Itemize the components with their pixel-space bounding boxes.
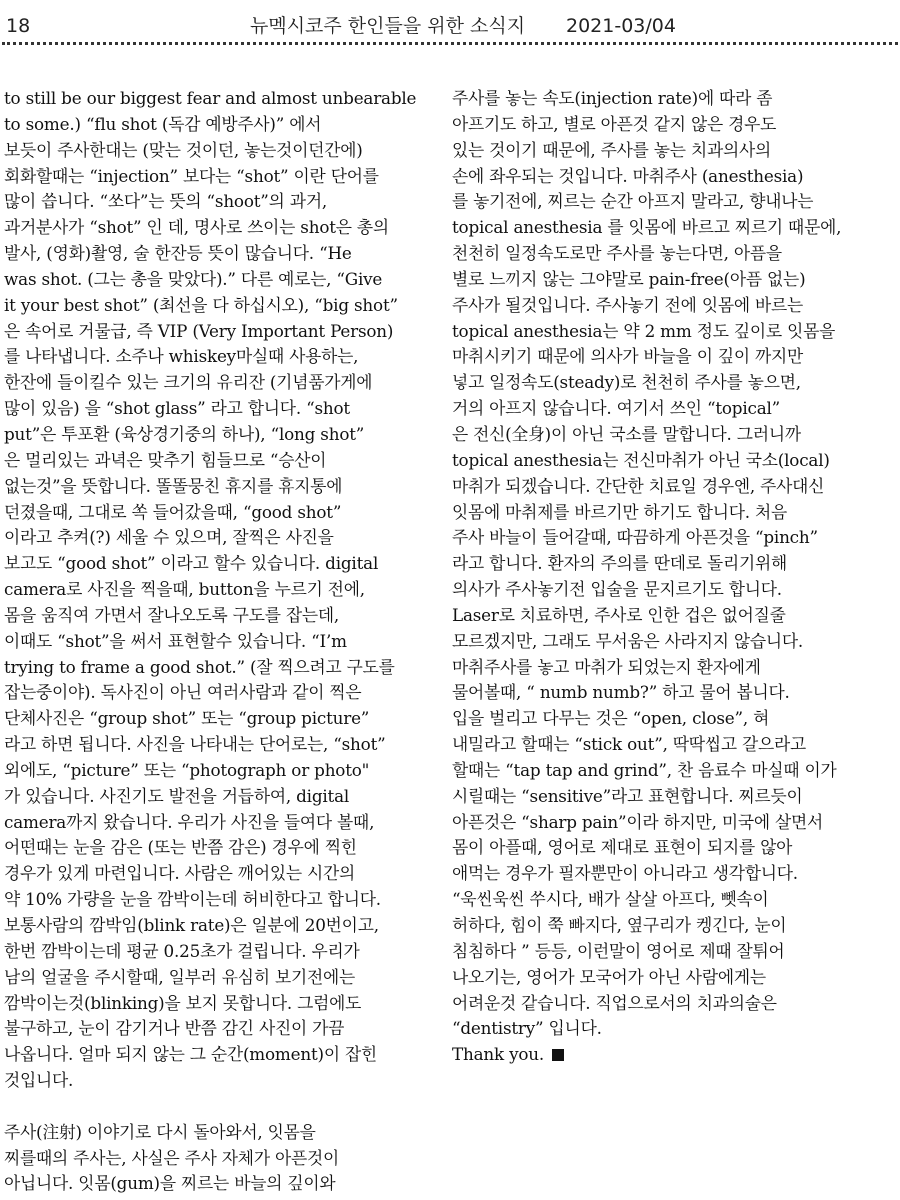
text-line: 은 멀리있는 과녁은 맞추기 힘들므로 “승산이 <box>4 449 327 470</box>
text-line: 주사(注射) 이야기로 다시 돌아와서, 잇몸을 <box>4 1121 316 1142</box>
text-line: 은 전신(全身)이 아닌 국소를 말합니다. 그러니까 <box>452 423 801 444</box>
text-line: 천천히 일정속도로만 주사를 놓는다면, 아픔을 <box>452 243 782 264</box>
text-line: 몸을 움직여 가면서 잘나오도록 구도를 잡는데, <box>4 604 340 625</box>
text-line: 어떤때는 눈을 감은 (또는 반쯤 감은) 경우에 찍힌 <box>4 837 357 858</box>
text-line: 잇몸에 마취제를 바르기만 하기도 합니다. 처음 <box>452 501 788 522</box>
end-of-article-square-icon <box>552 1049 564 1061</box>
text-line: 많이 있음) 을 “shot glass” 라고 합니다. “shot <box>4 398 350 419</box>
text-line: 시릴때는 “sensitive”라고 표현합니다. 찌르듯이 <box>452 785 803 806</box>
text-line: 거의 아프지 않습니다. 여기서 쓰인 “topical” <box>452 398 781 419</box>
text-line: 를 나타냅니다. 소주나 whiskey마실때 사용하는, <box>4 346 359 367</box>
text-line: 보통사람의 깜박임(blink rate)은 일분에 20번이고, <box>4 915 379 935</box>
page-number: 18 <box>6 15 31 37</box>
text-line: 물어볼때, “ numb numb?” 하고 물어 봅니다. <box>452 682 790 703</box>
text-line: 가 있습니다. 사진기도 발전을 거듭하여, digital <box>4 785 350 806</box>
text-line: 잡는중이야). 독사진이 아닌 여러사람과 같이 찍은 <box>4 682 362 703</box>
text-line: 은 속어로 거물급, 즉 VIP (Very Important Person) <box>4 320 394 341</box>
text-line: Thank you. <box>452 1042 900 1068</box>
text-line: 이라고 추켜(?) 세울 수 있으며, 잘찍은 사진을 <box>4 527 334 548</box>
text-line: 약 10% 가량을 눈을 깜박이는데 허비한다고 합니다. <box>4 889 381 910</box>
text-line: 발사, (영화)촬영, 술 한잔등 뜻이 많습니다. “He <box>4 243 352 264</box>
text-line: 한잔에 들이킬수 있는 크기의 유리잔 (기념품가게에 <box>4 372 373 393</box>
header-dotted-rule <box>2 42 898 45</box>
text-line: 의사가 주사놓기전 입술을 문지르기도 합니다. <box>452 579 782 600</box>
text-line: trying to frame a good shot.” (잘 찍으려고 구도를 <box>4 656 395 677</box>
text-line: 내밀라고 할때는 “stick out”, 딱딱씹고 갈으라고 <box>452 734 807 755</box>
text-line: 라고 합니다. 환자의 주의를 딴데로 돌리기위해 <box>452 553 788 574</box>
text-line: 과거분사가 “shot” 인 데, 명사로 쓰이는 shot은 총의 <box>4 217 389 238</box>
text-line: 라고 하면 됩니다. 사진을 나타내는 단어로는, “shot” <box>4 734 386 755</box>
text-line: 것입니다. <box>4 1070 74 1091</box>
text-line: 어려운것 같습니다. 직업으로서의 치과의술은 <box>452 992 777 1013</box>
text-line: 허하다, 힘이 쭉 빠지다, 옆구리가 켕긴다, 눈이 <box>452 915 787 935</box>
text-line: 많이 씁니다. “쏘다”는 뜻의 “shoot”의 과거, <box>4 191 327 212</box>
text-line: 나옵니다. 얼마 되지 않는 그 순간(moment)이 잡힌 <box>4 1044 378 1065</box>
text-line: 찌를때의 주사는, 사실은 주사 자체가 아픈것이 <box>4 1147 340 1168</box>
text-line: Laser로 치료하면, 주사로 인한 겁은 없어질줄 <box>452 604 786 625</box>
text-line: topical anesthesia 를 잇몸에 바르고 찌르기 때문에, <box>452 217 842 238</box>
text-line: 없는것”을 뜻합니다. 똘똘뭉친 휴지를 휴지통에 <box>4 475 343 496</box>
text-line: 넣고 일정속도(steady)로 천천히 주사를 놓으면, <box>452 372 801 393</box>
text-line: 아픈것은 “sharp pain”이라 하지만, 미국에 살면서 <box>452 811 824 832</box>
text-line: 단체사진은 “group shot” 또는 “group picture” <box>4 708 370 729</box>
text-line <box>4 1094 452 1120</box>
text-line: 입을 벌리고 다무는 것은 “open, close”, 혀 <box>452 708 770 729</box>
text-line: it your best shot” (최선을 다 하십시오), “big shot” <box>4 294 398 315</box>
text-line: 애먹는 경우가 필자뿐만이 아니라고 생각합니다. <box>452 863 798 884</box>
text-line: 를 놓기전에, 찌르는 순간 아프지 말라고, 향내나는 <box>452 191 814 212</box>
page-header <box>0 0 900 46</box>
text-line: 이때도 “shot”을 써서 표현할수 있습니다. “I’m <box>4 630 347 651</box>
text-line: camera로 사진을 찍을때, button을 누르기 전에, <box>4 579 365 600</box>
issue-date: 2021-03/04 <box>566 15 676 37</box>
text-line: 침침하다 ” 등등, 이런말이 영어로 제때 잘튀어 <box>452 940 785 961</box>
text-line: topical anesthesia는 전신마취가 아닌 국소(local) <box>452 449 830 470</box>
text-line: 보고도 “good shot” 이라고 할수 있습니다. digital <box>4 553 379 574</box>
text-line: 외에도, “picture” 또는 “photograph or photo" <box>4 759 370 780</box>
text-line: 회화할때는 “injection” 보다는 “shot” 이란 단어를 <box>4 165 379 186</box>
text-line: 손에 좌우되는 것입니다. 마취주사 (anesthesia) <box>452 165 804 186</box>
text-line: 던졌을때, 그대로 쏙 들어갔을때, “good shot” <box>4 501 342 522</box>
text-line: 한번 깜박이는데 평균 0.25초가 걸립니다. 우리가 <box>4 940 360 961</box>
text-line: 아닙니다. 잇몸(gum)을 찌르는 바늘의 깊이와 <box>4 1173 336 1194</box>
text-line: camera까지 왔습니다. 우리가 사진을 들여다 볼때, <box>4 811 375 832</box>
text-line: 있는 것이기 때문에, 주사를 놓는 치과의사의 <box>452 139 771 160</box>
text-line: to still be our biggest fear and almost unbearable <box>4 88 417 108</box>
text-line: 남의 얼굴을 주시할때, 일부러 유심히 보기전에는 <box>4 966 356 987</box>
text-line: “욱씬욱씬 쑤시다, 배가 살살 아프다, 뻿속이 <box>452 889 769 910</box>
text-line: 몸이 아플때, 영어로 제대로 표현이 되지를 않아 <box>452 837 793 858</box>
text-line: 할때는 “tap tap and grind”, 찬 음료수 마실때 이가 <box>452 759 837 780</box>
text-line: 별로 느끼지 않는 그야말로 pain-free(아픔 없는) <box>452 268 806 289</box>
text-line: 주사를 놓는 속도(injection rate)에 따라 좀 <box>452 88 773 108</box>
text-line: 아프기도 하고, 별로 아픈것 같지 않은 경우도 <box>452 113 777 134</box>
text-line: put”은 투포환 (육상경기중의 하나), “long shot” <box>4 423 365 444</box>
text-line: 마취가 되겠습니다. 간단한 치료일 경우엔, 주사대신 <box>452 475 825 496</box>
text-line: “dentistry” 입니다. <box>452 1018 602 1039</box>
text-line: was shot. (그는 총을 맞았다).” 다른 예로는, “Give <box>4 268 383 289</box>
text-line: 모르겠지만, 그래도 무서움은 사라지지 않습니다. <box>452 630 804 651</box>
text-line: 주사가 될것입니다. 주사놓기 전에 잇몸에 바르는 <box>452 294 804 315</box>
article-right-column <box>452 86 900 1068</box>
text-line: to some.) “flu shot (독감 예방주사)” 에서 <box>4 113 322 134</box>
text-line: 주사 바늘이 들어갈때, 따끔하게 아픈것을 “pinch” <box>452 527 818 548</box>
text-line: 나오기는, 영어가 모국어가 아닌 사람에게는 <box>452 966 766 987</box>
text-line: 경우가 있게 마련입니다. 사람은 깨어있는 시간의 <box>4 863 356 884</box>
text-line: 깜박이는것(blinking)을 보지 못합니다. 그럼에도 <box>4 992 362 1013</box>
text-line: topical anesthesia는 약 2 mm 정도 깊이로 잇몸을 <box>452 320 836 341</box>
text-line: 마취주사를 놓고 마취가 되었는지 환자에게 <box>452 656 761 677</box>
text-line: 불구하고, 눈이 감기거나 반쯤 감긴 사진이 가끔 <box>4 1018 345 1039</box>
article-left-column <box>4 86 452 1197</box>
text-line: 보듯이 주사한대는 (맞는 것이던, 놓는것이던간에) <box>4 139 363 160</box>
newsletter-title: 뉴멕시코주 한인들을 위한 소식지 <box>250 15 526 37</box>
text-line: 마취시키기 때문에 의사가 바늘을 이 깊이 까지만 <box>452 346 804 367</box>
